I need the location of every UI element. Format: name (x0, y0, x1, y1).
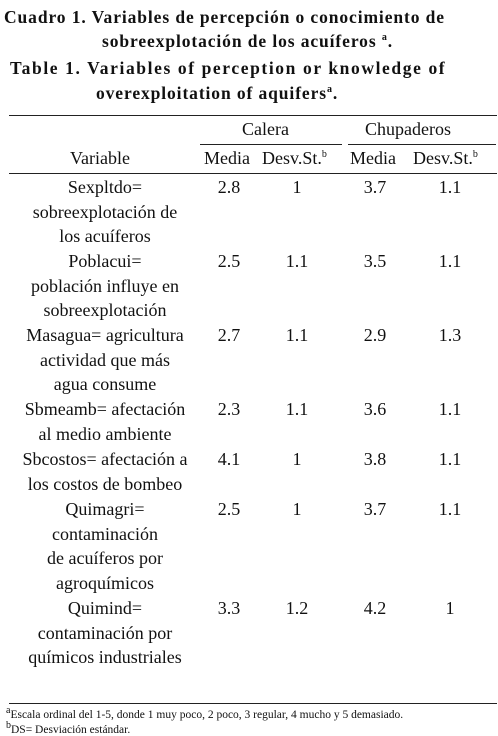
chupaderos-media-cell: 3.5 (363, 251, 387, 271)
variable-line: los acuíferos (59, 226, 151, 246)
chupaderos-media-cell: 4.2 (363, 598, 387, 618)
variable-line: químicos industriales (28, 647, 182, 667)
chupaderos-desv-cell: 1 (445, 598, 455, 618)
variable-cell (0, 397, 210, 446)
table-bottom-rule (9, 703, 497, 704)
desv-marker: b (472, 149, 478, 160)
variable-line: sobreexplotación de (32, 201, 178, 222)
variable-line: Sbcostos= afectación a (22, 449, 188, 469)
calera-desv-cell: 1 (292, 499, 302, 519)
variable-line: Quimind= (67, 598, 143, 618)
calera-desv-cell: 1.2 (285, 598, 309, 618)
caption-en-note-marker: a (326, 84, 333, 96)
column-header-variable: Variable (70, 148, 130, 168)
footnote-a (6, 705, 404, 721)
chupaderos-desv-cell: 1.1 (438, 177, 462, 197)
variable-line: Poblacui= (68, 251, 142, 271)
variable-line: agua consume (53, 374, 157, 394)
variable-cell (0, 175, 210, 249)
variable-line: actividad que más (40, 349, 170, 370)
footnote-a-text: Escala ordinal del 1-5, donde 1 muy poco, 2 poco, 3 regular, 4 mucho y 5 demasiado. (10, 709, 404, 721)
variable-cell (0, 249, 210, 323)
chupaderos-media-cell: 3.7 (363, 499, 387, 519)
chupaderos-subrule (348, 144, 496, 145)
header-bottom-rule (9, 173, 497, 174)
variable-line: Masagua= agricultura (26, 325, 184, 345)
variable-cell (0, 447, 210, 496)
desv-label: Desv.St. (413, 148, 473, 168)
calera-media-cell: 2.3 (217, 399, 241, 419)
calera-media-cell: 2.7 (217, 325, 241, 345)
caption-es-text: sobreexplotación de los acuíferos (102, 31, 377, 51)
caption-es-line2: sobreexplotación de los acuíferos $^a$. (102, 31, 393, 51)
calera-desv-cell: 1.1 (285, 399, 309, 419)
variable-cell (0, 323, 210, 397)
calera-media-cell: 2.8 (217, 177, 241, 197)
desv-label: Desv.St. (262, 148, 322, 168)
variable-line: agroquímicos (56, 572, 154, 593)
chupaderos-desv-cell: 1.1 (438, 449, 462, 469)
variable-line: al medio ambiente (38, 423, 172, 444)
chupaderos-desv-cell: 1.3 (438, 325, 462, 345)
variable-line: contaminación (52, 523, 158, 544)
variable-line: Quimagri= (65, 499, 145, 519)
caption-en-line2: overexploitation of aquifers$^a$. (96, 83, 339, 103)
variable-line: los costos de bombeo (27, 473, 183, 494)
chupaderos-media-cell: 3.8 (363, 449, 387, 469)
variable-line: población influye en (31, 275, 179, 296)
variable-cell (0, 596, 210, 670)
calera-desv-cell: 1.1 (285, 325, 309, 345)
calera-media-cell: 3.3 (217, 598, 241, 618)
footnote-b-marker: b (6, 720, 11, 732)
footnote-a-marker: a (6, 705, 11, 717)
variable-line: de acuíferos por (47, 548, 163, 568)
caption-es-note-marker: a (381, 32, 388, 44)
caption-en-text: overexploitation of aquifers (96, 83, 327, 103)
desv-marker: b (321, 149, 327, 160)
table-top-rule (9, 115, 497, 116)
calera-media-cell: 4.1 (217, 449, 241, 469)
calera-desv-cell: 1 (292, 177, 302, 197)
column-header-chupaderos-desv (413, 148, 478, 169)
variable-line: Sbmeamb= afectación (24, 399, 186, 419)
chupaderos-media-cell: 3.6 (363, 399, 387, 419)
column-header-chupaderos-media: Media (350, 148, 396, 168)
footnote-b-text: DS= Desviación estándar. (11, 724, 131, 736)
calera-media-cell: 2.5 (217, 251, 241, 271)
column-header-calera-media: Media (204, 148, 250, 168)
group-header-calera: Calera (242, 119, 289, 139)
variable-line: Sexpltdo= (67, 177, 143, 197)
variable-line: contaminación por (37, 622, 173, 643)
chupaderos-media-cell: 3.7 (363, 177, 387, 197)
chupaderos-desv-cell: 1.1 (438, 399, 462, 419)
calera-media-cell: 2.5 (217, 499, 241, 519)
caption-es-line1: Cuadro 1. Variables de percepción o conocimiento de (4, 7, 445, 27)
group-header-chupaderos: Chupaderos (365, 119, 451, 139)
calera-desv-cell: 1.1 (285, 251, 309, 271)
variable-line: sobreexplotación (43, 300, 167, 320)
calera-desv-cell: 1 (292, 449, 302, 469)
chupaderos-desv-cell: 1.1 (438, 251, 462, 271)
caption-en-line1: Table 1. Variables of perception or knowledge of (10, 58, 447, 78)
variable-cell (0, 497, 210, 595)
chupaderos-media-cell: 2.9 (363, 325, 387, 345)
column-header-calera-desv (262, 148, 327, 169)
chupaderos-desv-cell: 1.1 (438, 499, 462, 519)
calera-subrule (200, 144, 342, 145)
